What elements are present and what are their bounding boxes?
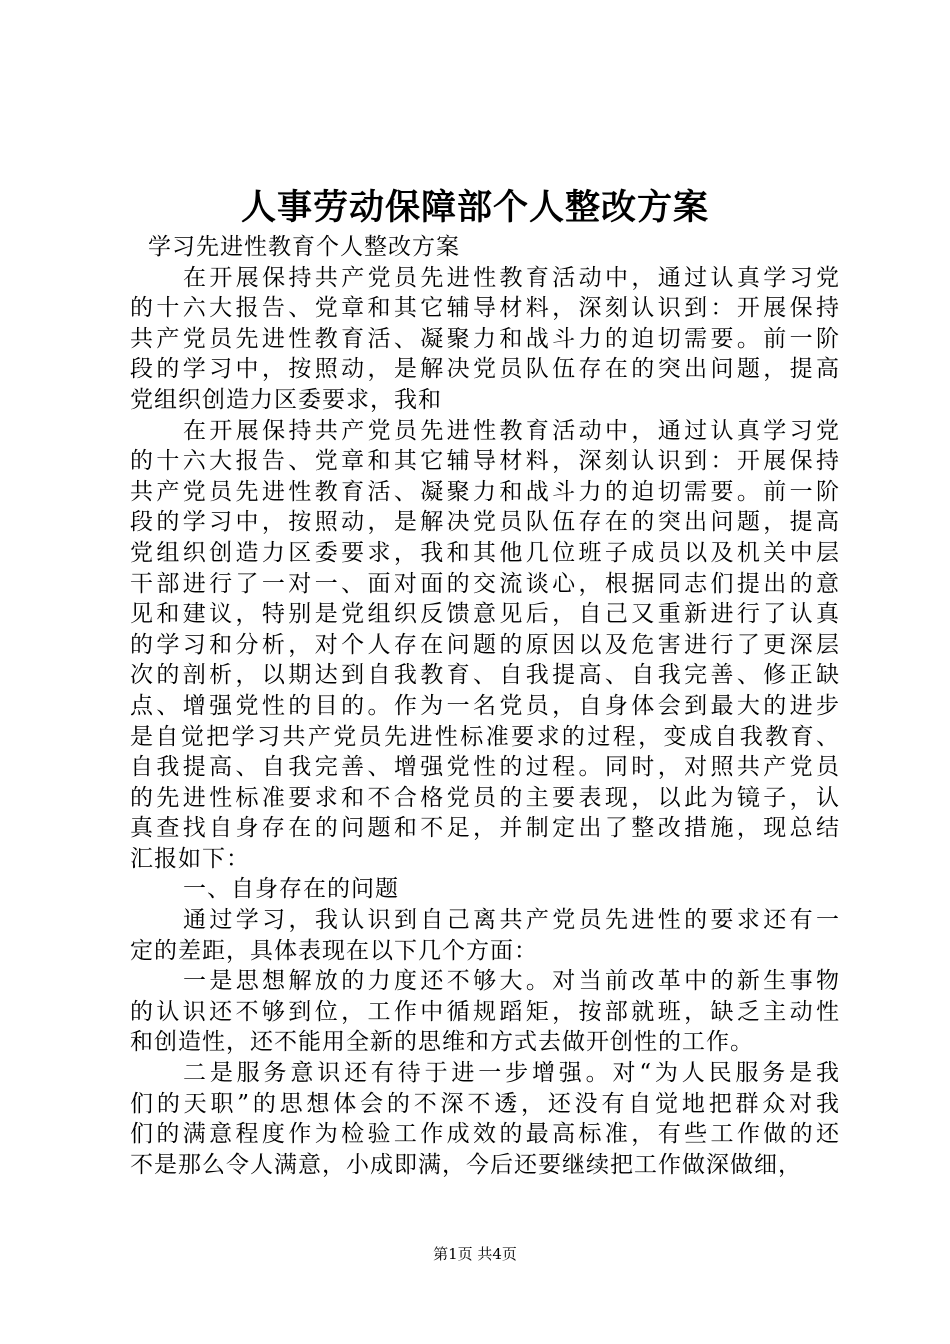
body-line: 一是思想解放的力度还不够大。对当前改革中的新生事物 [183,968,840,995]
body-line: 定的差距，具体表现在以下几个方面： [130,937,538,964]
body-line: 共产党员先进性教育活、凝聚力和战斗力的迫切需要。前一阶 [130,478,840,505]
body-line: 二是服务意识还有待于进一步增强。对“为人民服务是我 [183,1060,840,1087]
body-line: 点、增强党性的目的。作为一名党员，自身体会到最大的进步 [130,692,840,719]
body-line: 通过学习，我认识到自己离共产党员先进性的要求还有一 [183,907,840,934]
body-line: 汇报如下： [130,845,250,872]
body-line: 学习先进性教育个人整改方案 [148,234,460,260]
body-line: 的先进性标准要求和不合格党员的主要表现，以此为镜子，认 [130,784,840,811]
document-title: 人事劳动保障部个人整改方案 [240,187,709,228]
body-line: 们的满意程度作为检验工作成效的最高标准，有些工作做的还 [130,1121,840,1148]
body-line: 共产党员先进性教育活、凝聚力和战斗力的迫切需要。前一阶 [130,325,840,352]
body-line: 在开展保持共产党员先进性教育活动中，通过认真学习党 [183,264,840,291]
body-line: 见和建议，特别是党组织反馈意见后，自己又重新进行了认真 [130,601,840,628]
body-line: 党组织创造力区委要求，我和其他几位班子成员以及机关中层 [130,539,840,566]
body-line: 一、自身存在的问题 [183,876,399,903]
body-line: 的十六大报告、党章和其它辅导材料，深刻认识到：开展保持 [130,448,840,475]
body-line: 在开展保持共产党员先进性教育活动中，通过认真学习党 [183,417,840,444]
body-line: 次的剖析，以期达到自我教育、自我提高、自我完善、修正缺 [130,662,840,689]
body-line: 自我提高、自我完善、增强党性的过程。同时，对照共产党员 [130,754,840,781]
body-line: 们的天职”的思想体会的不深不透，还没有自觉地把群众对我 [130,1090,840,1117]
body-line: 真查找自身存在的问题和不足，并制定出了整改措施，现总结 [130,815,840,842]
body-line: 段的学习中，按照动，是解决党员队伍存在的突出问题，提高 [130,509,840,536]
body-line: 不是那么令人满意，小成即满，今后还要继续把工作做深做细， [130,1151,802,1178]
body-line: 干部进行了一对一、面对面的交流谈心，根据同志们提出的意 [130,570,840,597]
page-footer: 第1页 共4页 [433,1245,517,1263]
body-line: 和创造性，还不能用全新的思维和方式去做开创性的工作。 [130,1029,754,1056]
body-line: 党组织创造力区委要求，我和 [130,386,442,413]
document-body [130,232,840,1180]
body-line: 段的学习中，按照动，是解决党员队伍存在的突出问题，提高 [130,356,840,383]
body-line: 的学习和分析，对个人存在问题的原因以及危害进行了更深层 [130,631,840,658]
body-line: 的十六大报告、党章和其它辅导材料，深刻认识到：开展保持 [130,295,840,322]
body-line: 的认识还不够到位，工作中循规蹈矩，按部就班，缺乏主动性 [130,998,840,1025]
body-line: 是自觉把学习共产党员先进性标准要求的过程，变成自我教育、 [130,723,840,750]
